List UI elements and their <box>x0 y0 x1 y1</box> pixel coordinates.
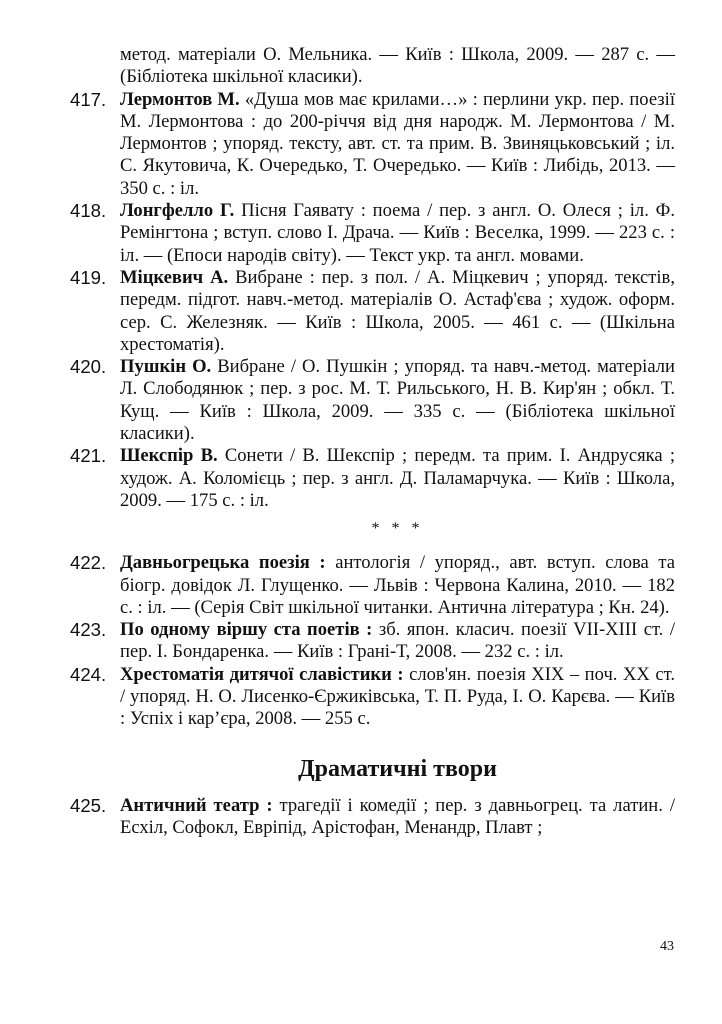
bibliography-entry-419 <box>70 267 675 356</box>
bibliography-list <box>70 44 675 839</box>
entry-author: Лонгфелло Г. <box>120 200 235 222</box>
entry-author: Пушкін О. <box>120 356 212 378</box>
bibliography-entry-418 <box>70 200 675 267</box>
entry-number: 421. <box>70 445 107 467</box>
entry-number: 418. <box>70 200 107 222</box>
page-number: 43 <box>660 939 674 954</box>
entry-text: Вибране / О. Пушкін ; упоряд. та навч.-метод. матеріали Л. Слободянюк ; пер. з рос. М. Т. Рильського, Н. В. Кир'ян ; обкл. Т. Кущ. — Київ : Школа, 2009. — 335 с. — (Бібліотека шкільної класики). <box>120 356 675 445</box>
entry-author: Шекспір В. <box>120 445 218 467</box>
entry-title: Давньогрецька поезія : <box>120 552 326 574</box>
entry-text: «Душа мов має крилами…» : перлини укр. пер. поезії М. Лермонтова : до 200-річчя від дня народж. М. Лермонтова / М. Лермонтов ; упоряд. тексту, авт. ст. та прим. В. Звиняцьковський ; іл. С. Якутовича, К. Очередько, Т. Очередько. — Київ : Либідь, 2013. — 350 с. : іл. <box>120 88 675 199</box>
entry-author: Лермонтов М. <box>120 88 240 110</box>
bibliography-entry-420 <box>70 356 675 445</box>
continuation-text: метод. матеріали О. Мельника. — Київ : Школа, 2009. — 287 с. — (Бібліотека шкільної класики). <box>120 44 675 88</box>
entry-number: 420. <box>70 356 107 378</box>
entry-text: Сонети / В. Шекспір ; передм. та прим. І. Андрусяка ; худож. А. Коломієць ; пер. з англ. Д. Паламарчука. — Київ : Школа, 2009. — 175 с. : іл. <box>120 445 675 511</box>
bibliography-entry-417 <box>70 89 675 200</box>
entry-title: Хрестоматія дитячої славістики : <box>120 663 404 685</box>
bibliography-entry-423 <box>70 619 675 664</box>
entry-number: 423. <box>70 619 107 641</box>
entry-number: 417. <box>70 88 107 110</box>
entry-text: антологія / упоряд., авт. вступ. слова та біогр. довідок Л. Глущенко. — Львів : Червона Калина, 2010. — 182 с. : іл. — (Серія Світ шкільної читанки. Антична література ; Кн. 24). <box>120 552 676 618</box>
entry-number: 419. <box>70 266 107 288</box>
entry-text: зб. япон. класич. поезії VII-XIII ст. / пер. І. Бондаренка. — Київ : Грані-Т, 2008. — 232 с. : іл. <box>120 619 675 663</box>
entry-title: Античний театр : <box>120 794 273 816</box>
entry-number: 424. <box>70 663 107 685</box>
entry-text: трагедії і комедії ; пер. з давньогрец. та латин. / Есхіл, Софокл, Евріпід, Арістофан, Менандр, Плавт ; <box>120 794 675 838</box>
entry-text: слов'ян. поезія XIX – поч. XX ст. / упоряд. Н. О. Лисенко-Єржиківська, Т. П. Руда, І. О. Карєва. — Київ : Успіх і кар’єра, 2008. — 255 с. <box>120 663 675 730</box>
entry-title: По одному віршу ста поетів : <box>120 619 373 641</box>
entry-number: 425. <box>70 794 107 816</box>
bibliography-entry-422 <box>70 552 675 619</box>
bibliography-entry-425 <box>70 795 675 840</box>
entry-text: Пісня Гаявату : поема / пер. з англ. О. Олеся ; іл. Ф. Ремінгтона ; вступ. слово І. Драча. — Київ : Веселка, 1999. — 223 с. : іл. — (Епоси народів світу). — Текст укр. та англ. мовами. <box>120 200 676 266</box>
section-heading: Драматичні твори <box>298 755 497 782</box>
entry-text: Вибране : пер. з пол. / А. Міцкевич ; упоряд. текстів, передм. підгот. навч.-метод. матеріалів О. Астаф'єва ; худож. оформ. сер. С. Железняк. — Київ : Школа, 2005. — 461 с. — (Шкільна хрестоматія). <box>120 266 675 355</box>
bibliography-entry-424 <box>70 664 675 731</box>
section-separator: * * * <box>371 520 424 538</box>
bibliography-entry-421 <box>70 445 675 512</box>
entry-author: Міцкевич А. <box>120 266 229 288</box>
entry-number: 422. <box>70 552 107 574</box>
